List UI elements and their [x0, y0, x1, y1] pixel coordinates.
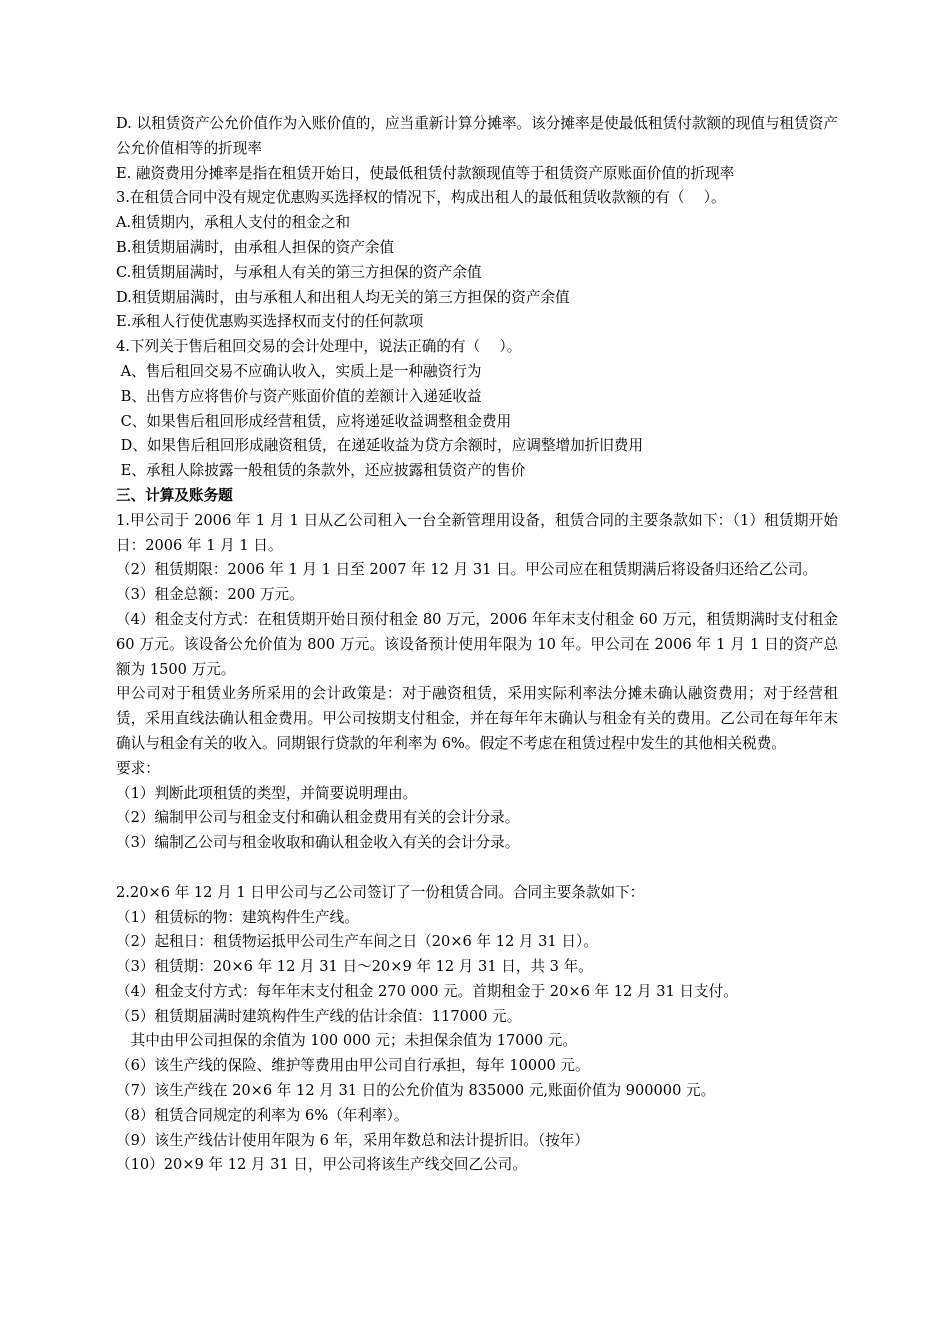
- question-4: 4.下列关于售后租回交易的会计处理中，说法正确的有（ ）。: [116, 338, 522, 356]
- q2-intro: 2.20×6 年 12 月 1 日甲公司与乙公司签订了一份租赁合同。合同主要条款如下：: [116, 883, 645, 901]
- q1-policy: 甲公司对于租赁业务所采用的会计政策是：对于融资租赁，采用实际利率法分摊未确认融资费用；对于经营租赁，采用直线法确认租金费用。甲公司按期支付租金，并在每年年末确认与租金有关的费用。乙公司在每年年末确认与租金有关的收入。同期银行贷款的年利率为 6%。假定不考虑在租赁过程中发生的其他相关税费。: [116, 685, 838, 752]
- q1-intro: 1.甲公司于 2006 年 1 月 1 日从乙公司租入一台全新管理用设备，租赁合同的主要条款如下：（1）租赁期开始日：2006 年 1 月 1 日。: [116, 511, 838, 554]
- q3-option-e: E.承租人行使优惠购买选择权而支付的任何款项: [116, 313, 424, 331]
- q2-item: （10）20×9 年 12 月 31 日，甲公司将该生产线交回乙公司。: [116, 1156, 527, 1174]
- q2-item: （7）该生产线在 20×6 年 12 月 31 日的公允价值为 835000 元,账面价值为 900000 元。: [116, 1082, 716, 1100]
- q3-option-c: C.租赁期届满时，与承租人有关的第三方担保的资产余值: [116, 263, 482, 281]
- q3-option-b: B.租赁期届满时，由承租人担保的资产余值: [116, 238, 395, 256]
- q4-option-d: D、如果售后租回形成融资租赁，在递延收益为贷方余额时，应调整增加折旧费用: [116, 437, 644, 455]
- q2-item: （2）起租日：租赁物运抵甲公司生产车间之日（20×6 年 12 月 31 日）。: [116, 933, 598, 951]
- q2-item: （3）租赁期：20×6 年 12 月 31 日～20×9 年 12 月 31 日，共 3 年。: [116, 958, 593, 976]
- q1-item-4: （4）租金支付方式：在租赁期开始日预付租金 80 万元，2006 年年末支付租金 60 万元，租赁期满时支付租金 60 万元。该设备公允价值为 800 万元。该设备预计使用年限为 10 年。甲公司在 2006 年 1 月 1 日的资产总额为 1500 万元。: [116, 610, 838, 678]
- q1-item-2: （2）租赁期限：2006 年 1 月 1 日至 2007 年 12 月 31 日。甲公司应在租赁期满后将设备归还给乙公司。: [116, 561, 818, 579]
- section-heading: 三、计算及账务题: [116, 486, 233, 504]
- q2-item-note: 其中由甲公司担保的余值为 100 000 元；未担保余值为 17000 元。: [116, 1032, 577, 1050]
- blank-line: [116, 856, 838, 881]
- q3-option-d: D.租赁期届满时，由与承租人和出租人均无关的第三方担保的资产余值: [116, 288, 570, 306]
- q4-option-b: B、出售方应将售价与资产账面价值的差额计入递延收益: [116, 387, 482, 405]
- option-e-text: E. 融资费用分摊率是指在租赁开始日，使最低租赁付款额现值等于租赁资产原账面价值的折现率: [116, 164, 735, 182]
- q2-item: （8）租赁合同规定的利率为 6%（年利率）。: [116, 1106, 409, 1124]
- q2-item: （1）租赁标的物：建筑构件生产线。: [116, 908, 359, 926]
- q3-option-a: A.租赁期内，承租人支付的租金之和: [116, 214, 351, 232]
- q4-option-a: A、售后租回交易不应确认收入，实质上是一种融资行为: [116, 362, 482, 380]
- q1-requirement-3: （3）编制乙公司与租金收取和确认租金收入有关的会计分录。: [116, 834, 520, 852]
- q2-item: （4）租金支付方式：每年年末支付租金 270 000 元。首期租金于 20×6 年 12 月 31 日支付。: [116, 982, 738, 1000]
- question-3: 3.在租赁合同中没有规定优惠购买选择权的情况下，构成出租人的最低租赁收款额的有（ ）。: [116, 189, 726, 207]
- q1-requirements-label: 要求：: [116, 759, 160, 777]
- q2-item: （6）该生产线的保险、维护等费用由甲公司自行承担，每年 10000 元。: [116, 1057, 590, 1075]
- q2-item: （9）该生产线估计使用年限为 6 年，采用年数总和法计提折旧。（按年）: [116, 1131, 589, 1149]
- option-d-text: D. 以租赁资产公允价值作为入账价值的，应当重新计算分摊率。该分摊率是使最低租赁付款额的现值与租赁资产公允价值相等的折现率: [116, 115, 838, 157]
- q1-requirement-1: （1）判断此项租赁的类型，并简要说明理由。: [116, 784, 418, 802]
- q1-requirement-2: （2）编制甲公司与租金支付和确认租金费用有关的会计分录。: [116, 809, 520, 827]
- document-page: [116, 112, 838, 1178]
- q4-option-c: C、如果售后租回形成经营租赁，应将递延收益调整租金费用: [116, 412, 512, 430]
- q1-item-3: （3）租金总额：200 万元。: [116, 586, 304, 604]
- q4-option-e: E、承租人除披露一般租赁的条款外，还应披露租赁资产的售价: [116, 462, 526, 480]
- q2-item: （5）租赁期届满时建筑构件生产线的估计余值：117000 元。: [116, 1007, 522, 1025]
